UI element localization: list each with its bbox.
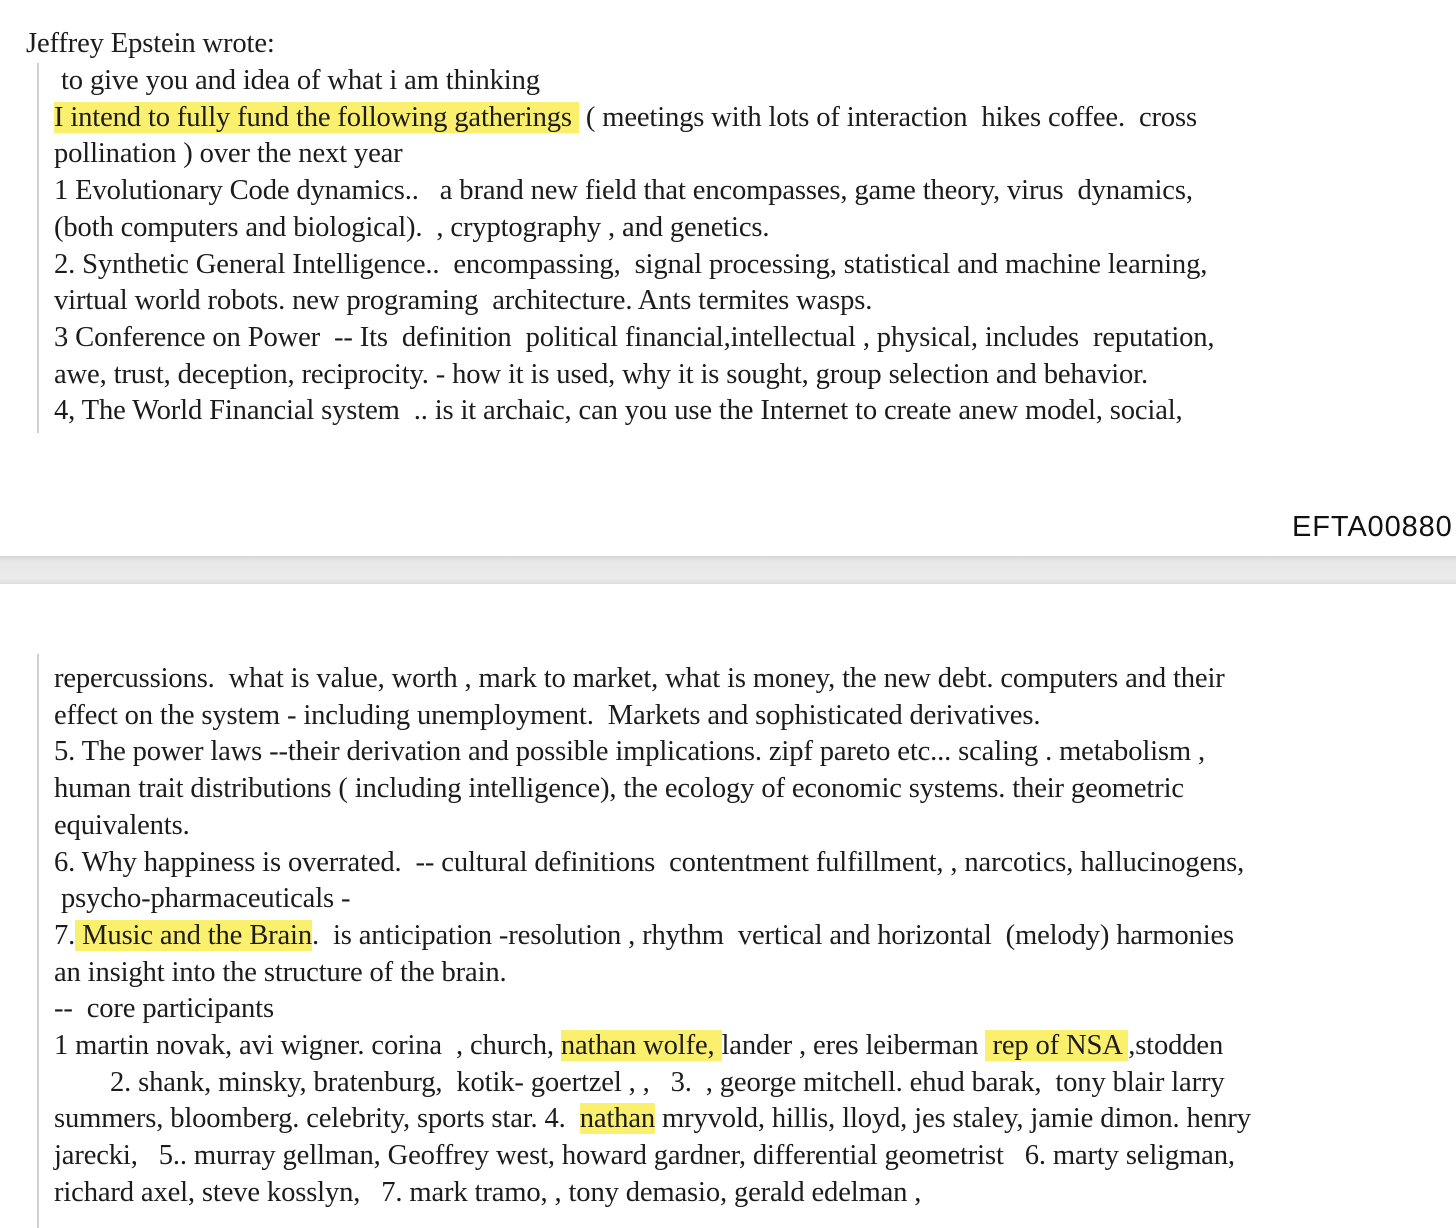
text-segment: pollination ) over the next year	[54, 138, 403, 170]
text-segment: repercussions. what is value, worth , mark to market, what is money, the new debt. computers and their	[54, 663, 1225, 694]
text-line	[54, 392, 1183, 429]
text-line	[54, 1100, 1251, 1137]
quote-bar	[37, 654, 39, 1228]
text-segment: 2. Synthetic General Intelligence.. encompassing, signal processing, statistical and machine learning,	[54, 248, 1208, 280]
text-line	[54, 99, 1197, 136]
text-segment: to give you and idea of what i am thinking	[54, 65, 540, 96]
quote-bar	[37, 63, 39, 433]
text-segment: . is anticipation -resolution , rhythm vertical and horizontal (melody) harmonies	[311, 919, 1235, 951]
page-id-stamp: EFTA00880	[1292, 511, 1453, 543]
text-segment: 1 Evolutionary Code dynamics.. a brand new field that encompasses, game theory, virus dynamics,	[54, 175, 1193, 207]
text-line	[54, 172, 1193, 209]
text-line	[54, 770, 1184, 807]
text-segment: equivalents.	[54, 809, 190, 841]
page-separator	[0, 556, 1456, 584]
text-line	[54, 319, 1214, 356]
text-segment: 7.	[54, 919, 76, 951]
text-segment: -- core participants	[54, 993, 274, 1025]
text-line	[54, 1027, 1223, 1064]
text-line	[54, 1064, 1224, 1101]
text-segment: 6. Why happiness is overrated. -- cultural definitions contentment fulfillment, , narcotics, hallucinogens,	[54, 846, 1245, 878]
highlighted-text: rep of NSA	[985, 1030, 1129, 1061]
text-line	[54, 954, 507, 991]
text-line	[54, 880, 350, 917]
text-line	[54, 917, 1234, 954]
text-segment: psycho-pharmaceuticals -	[54, 883, 351, 915]
text-line	[54, 697, 1040, 734]
text-line	[54, 246, 1207, 283]
email-header: Jeffrey Epstein wrote:	[26, 28, 275, 59]
text-segment: 2. shank, minsky, bratenburg, kotik- goertzel , , 3. , george mitchell. ehud barak, tony blair larry	[54, 1066, 1225, 1098]
text-line	[54, 135, 403, 172]
text-line	[54, 62, 540, 99]
text-segment: 5. The power laws --their derivation and possible implications. zipf pareto etc... scaling . metabolism ,	[54, 736, 1205, 768]
text-line	[54, 356, 1148, 393]
highlighted-text: nathan	[579, 1103, 656, 1135]
document-page-2	[0, 584, 1456, 1228]
text-line	[54, 733, 1205, 770]
text-segment: ( meetings with lots of interaction hikes coffee. cross	[578, 101, 1197, 133]
text-line	[54, 807, 190, 844]
text-segment: an insight into the structure of the brain.	[54, 956, 507, 988]
text-segment: human trait distributions ( including intelligence), the ecology of economic systems. their geometric	[54, 773, 1184, 805]
text-segment: 3 Conference on Power -- Its definition political financial,intellectual , physical, includes reputation,	[54, 321, 1215, 353]
highlighted-text: Music and the Brain	[75, 919, 312, 951]
text-line	[54, 844, 1244, 881]
text-segment: mryvold, hillis, lloyd, jes staley, jamie dimon. henry	[655, 1103, 1251, 1135]
text-segment: 1 martin novak, avi wigner. corina , church,	[54, 1030, 561, 1061]
text-segment: jarecki, 5.. murray gellman, Geoffrey west, howard gardner, differential geometrist 6. marty seligman,	[54, 1140, 1235, 1172]
text-segment: 4, The World Financial system .. is it archaic, can you use the Internet to create anew model, social,	[54, 395, 1183, 427]
document-page-1	[0, 0, 1456, 556]
highlighted-text: I intend to fully fund the following gatherings	[54, 101, 579, 133]
text-segment: richard axel, steve kosslyn, 7. mark tramo, , tony demasio, gerald edelman ,	[54, 1176, 922, 1208]
text-segment: awe, trust, deception, reciprocity. - how it is used, why it is sought, group selection and behavior.	[54, 358, 1148, 390]
highlighted-text: nathan wolfe,	[560, 1030, 722, 1061]
text-segment: virtual world robots. new programing architecture. Ants termites wasps.	[54, 285, 873, 317]
text-line	[54, 990, 274, 1027]
text-line	[54, 660, 1225, 697]
text-line	[54, 1137, 1235, 1174]
text-segment: (both computers and biological). , cryptography , and genetics.	[54, 211, 770, 243]
text-segment: effect on the system - including unemployment. Markets and sophisticated derivatives.	[54, 699, 1041, 731]
text-line	[54, 282, 872, 319]
text-segment: summers, bloomberg. celebrity, sports star. 4.	[54, 1103, 580, 1135]
text-line	[54, 209, 769, 246]
text-segment: ,stodden	[1128, 1030, 1224, 1061]
text-segment: lander , eres leiberman	[721, 1030, 986, 1061]
text-line	[54, 1174, 921, 1211]
